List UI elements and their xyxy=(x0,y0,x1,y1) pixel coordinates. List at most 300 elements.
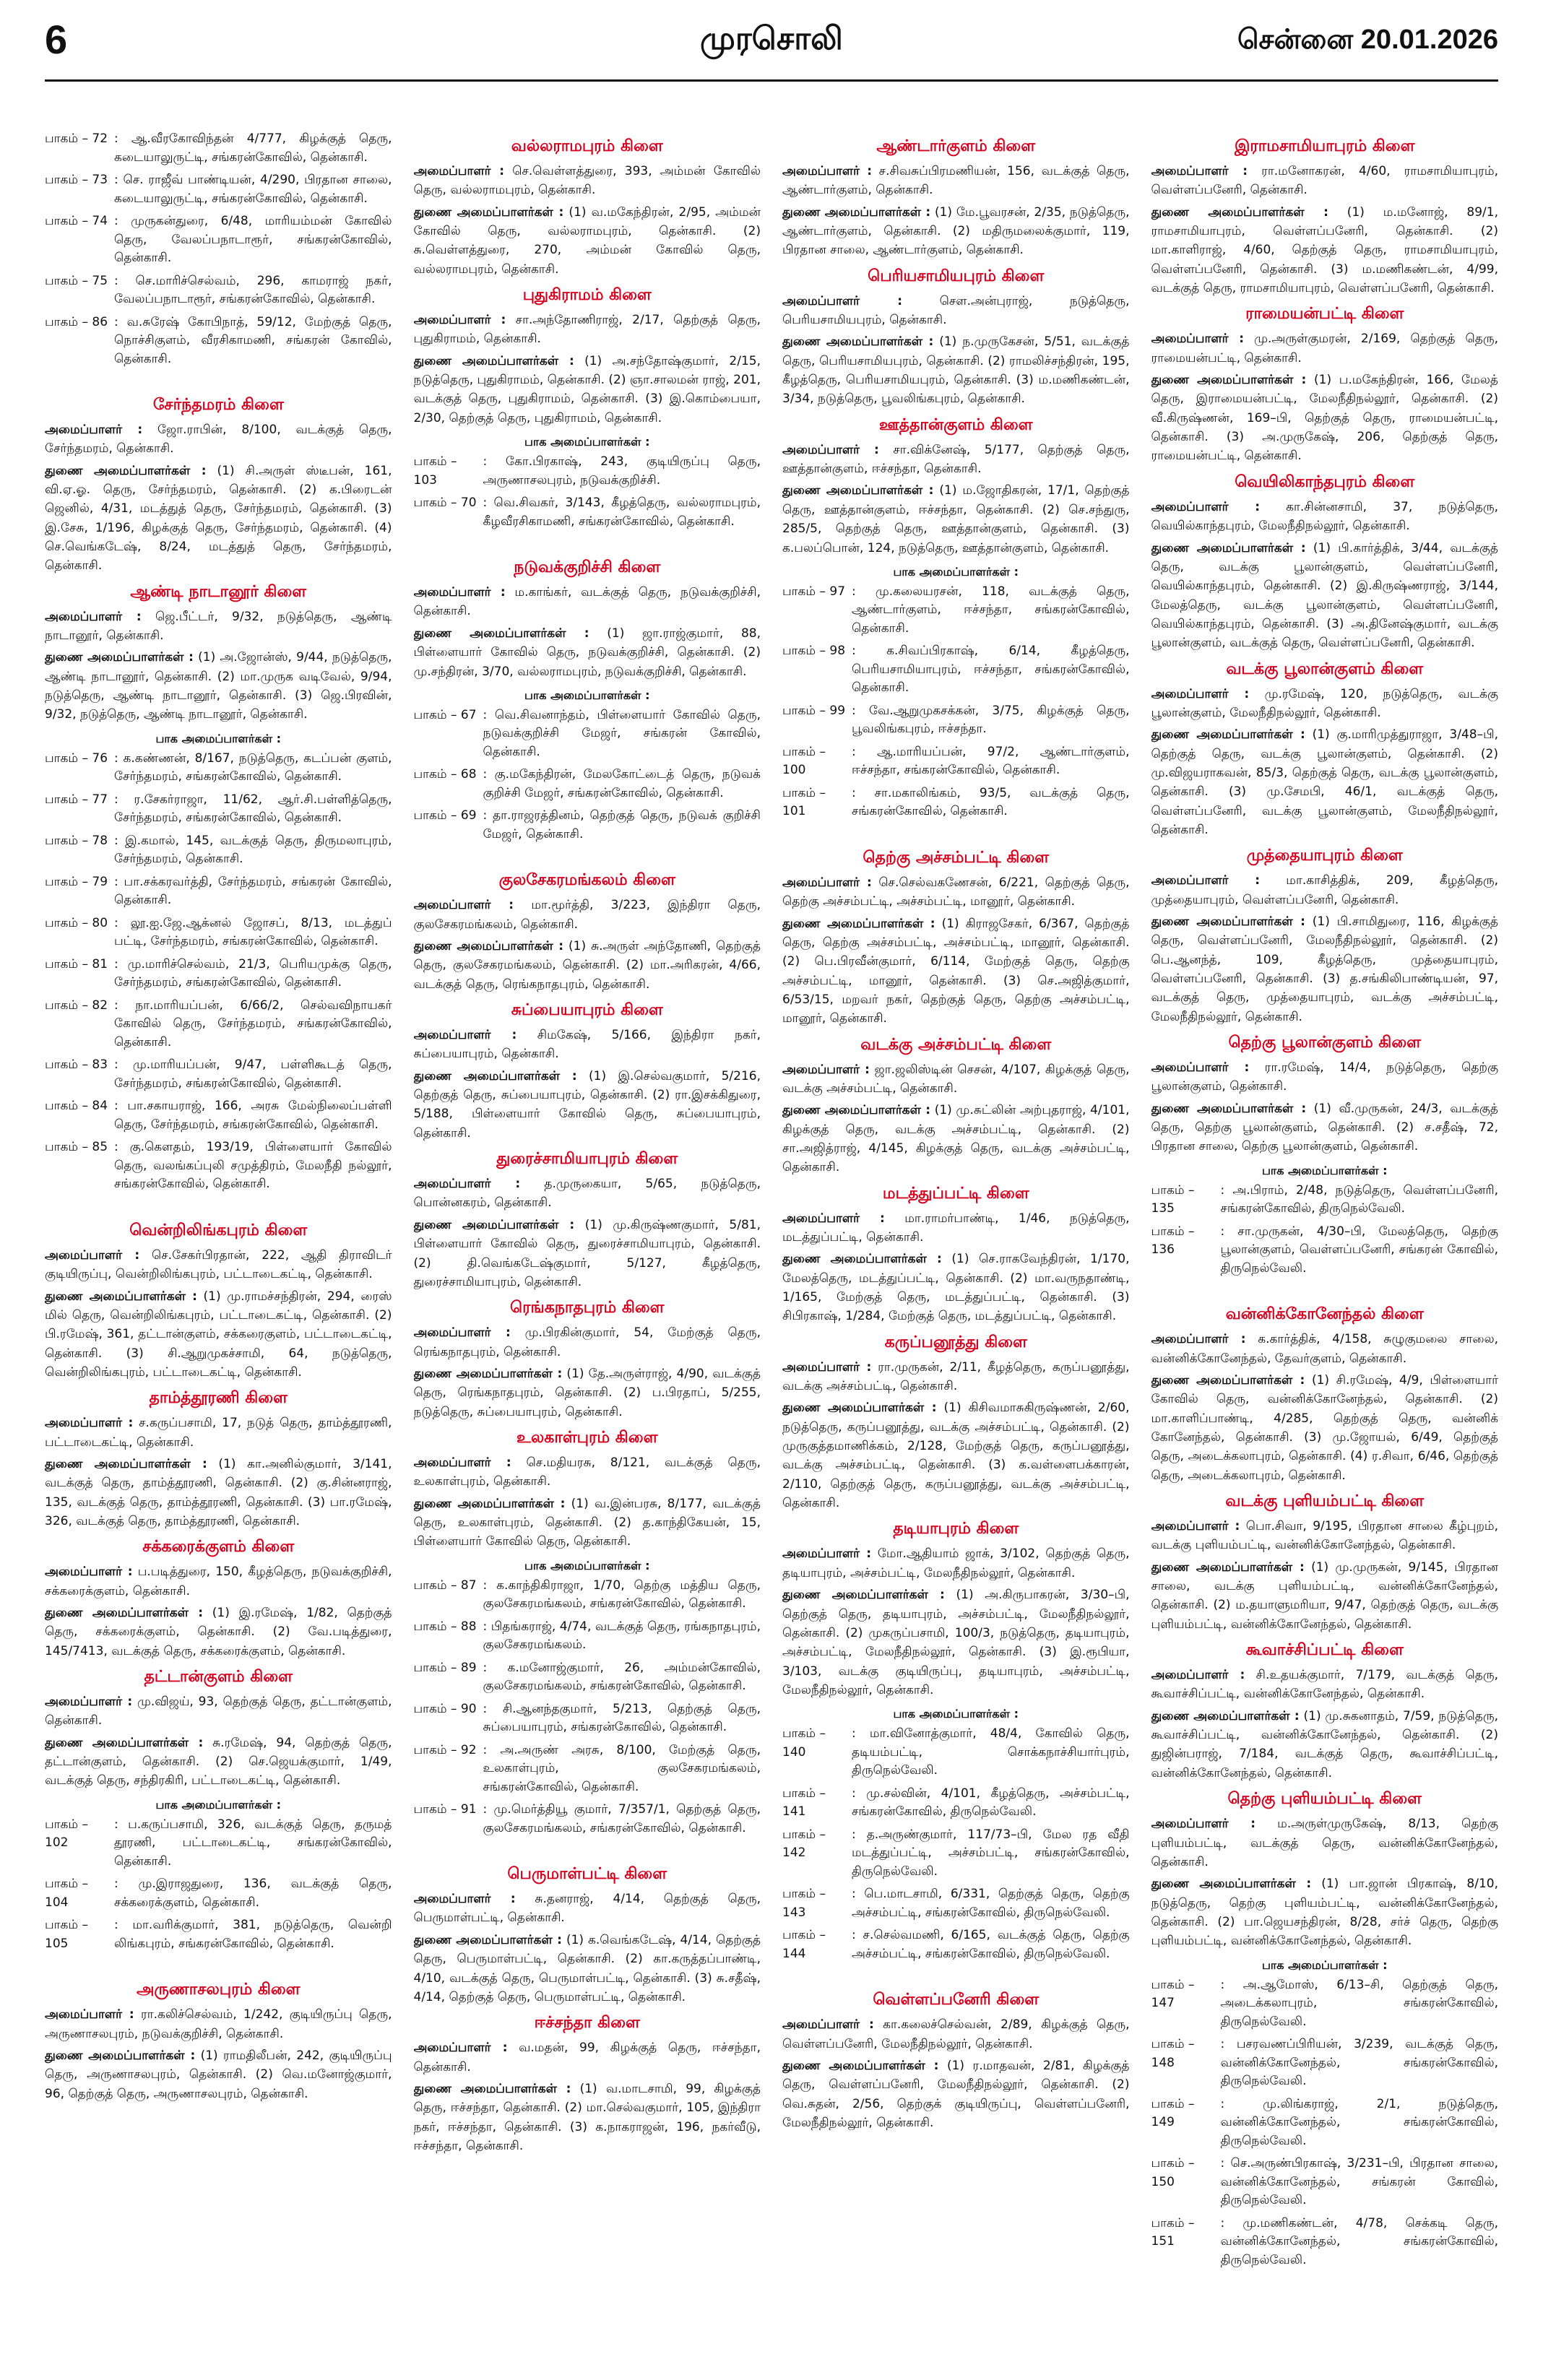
branch-title: வென்றிலிங்கபுரம் கிளை xyxy=(129,1221,308,1239)
role-label: அமைப்பாளர் : xyxy=(1151,873,1261,888)
booth-officer: : மு.கலையரசன், 118, வடக்குத் தெரு, ஆண்டார்குளம், ஈச்சந்தா, சங்கரன்கோவில், தென்காசி. xyxy=(852,584,1130,636)
role-label: அமைப்பாளர் : xyxy=(1151,1668,1245,1683)
booth-number: பாகம் – 100 xyxy=(782,744,826,778)
booth-entry xyxy=(45,1056,392,1093)
booth-officer: : முருகன்துரை, 6/48, மாரியம்மன் கோவில் தெரு, வேலப்பநாடாரூர், சங்கரன்கோவில், தென்காசி. xyxy=(114,214,392,265)
officer-paragraph xyxy=(782,914,1130,1029)
branch-title: இராமசாமியாபுரம் கிளை xyxy=(1235,137,1415,155)
sub-heading: பாக அமைப்பாளர்கள் : xyxy=(1262,1163,1388,1177)
role-label: அமைப்பாளர் : xyxy=(413,313,506,328)
booth-officer: : க.காந்திகிராஜா, 1/70, தெற்கு மத்திய தெரு, குலசேகரமங்கலம், சங்கரன்கோவில், தென்காசி. xyxy=(483,1578,761,1611)
officer-paragraph xyxy=(1151,329,1499,368)
officer-paragraph xyxy=(782,2056,1130,2132)
role-label: துணை அமைப்பாளர்கள் : xyxy=(413,1217,575,1232)
officer-details: பொ.சிவா, 9/195, பிரதான சாலை கீழ்புறம், வடக்கு புளியம்பட்டி, வன்னிக்கோனேந்தல், தென்காசி. xyxy=(1151,1519,1498,1553)
booth-number: பாகம் – 99 xyxy=(782,703,846,718)
officer-paragraph xyxy=(45,607,392,646)
role-label: அமைப்பாளர் : xyxy=(413,2041,508,2056)
officer-details: செ.வெள்ளத்துரை, 393, அம்மன் கோவில் தெரு, வல்லராமபுரம், தென்காசி. xyxy=(413,164,761,198)
branch-title: சேர்ந்தமரம் கிளை xyxy=(152,396,284,414)
officer-paragraph xyxy=(782,1544,1130,1583)
booth-number: பாகம் – 70 xyxy=(413,496,477,511)
role-label: அமைப்பாளர் : xyxy=(1151,686,1250,701)
booth-entry xyxy=(45,791,392,828)
role-label: துணை அமைப்பாளர்கள் : xyxy=(1151,914,1305,929)
booth-officer: : லூ.ஐ.ஜே.ஆக்னல் ஜோசப், 8/13, மடத்துப் பட்டி, சேர்ந்தமரம், சங்கரன்கோவில், தென்காசி. xyxy=(114,915,392,949)
officer-paragraph xyxy=(782,1585,1130,1700)
booth-officer: : பா.சக்கரவர்த்தி, சேர்ந்தமரம், சங்கரன் கோவில், தென்காசி. xyxy=(114,874,392,908)
officer-details: (1) சி.அருள் ஸ்டீபன், 161, வி.ஏ.ஓ. தெரு, சேர்ந்தமரம், தென்காசி. (2) க.பிரைடன் ஜெனில், 4/31, மடத்துத் தெரு, சேர்ந்தமரம், தென்காசி. (3) இ.சேசு, 1/196, கிழக்குத் தெரு, சேர்ந்தமரம், தென்காசி. (4) செ.வெங்கடேஷ், 8/24, மடத்துத் தெரு, சேர்ந்தமரம், தென்காசி. xyxy=(45,463,392,574)
booth-number: பாகம் – 69 xyxy=(413,808,477,823)
branch-title: குலசேகரமங்கலம் கிளை xyxy=(498,871,675,890)
role-label: அமைப்பாளர் : xyxy=(1151,332,1245,347)
officer-paragraph xyxy=(414,203,761,279)
officer-paragraph xyxy=(45,1562,392,1601)
officer-details: ரா.முருகன், 2/11, கீழத்தெரு, கருப்பனூத்து, வடக்கு அச்சம்பட்டி, தென்காசி. xyxy=(782,1359,1130,1394)
booth-entry xyxy=(782,583,1130,639)
booth-number: பாகம் – 79 xyxy=(45,874,108,889)
booth-officer: : த.அருண்குமார், 117/73–பி, மேல ரத வீதி மடத்துப்பட்டி, அச்சம்பட்டி, சங்கரன்கோவில், திருநெல்வேலி. xyxy=(852,1827,1130,1879)
officer-details: வ.மதன், 99, கிழக்குத் தெரு, ஈச்சந்தா, தென்காசி. xyxy=(413,2041,761,2074)
role-label: துணை அமைப்பாளர்கள் : xyxy=(45,1456,207,1471)
branch-title: வெயிலிகாந்தபுரம் கிளை xyxy=(1235,472,1415,491)
role-label: துணை அமைப்பாளர்கள் : xyxy=(1151,1101,1307,1116)
sub-heading: பாக அமைப்பாளர்கள் : xyxy=(1262,1957,1388,1972)
booth-number: பாகம் – 102 xyxy=(45,1817,88,1851)
branch-title: வடக்கு அச்சம்பட்டி கிளை xyxy=(860,1035,1052,1054)
booth-officer: : மு.மெர்த்தியூ குமார், 7/357/1, தெற்குத் தெரு, குலசேகரமங்கலம், சங்கரன்கோவில், தென்காசி. xyxy=(483,1802,761,1835)
booth-officer: : ர.சேகர்ராஜா, 11/62, ஆர்.சி.பள்ளித்தெரு, சேர்ந்தமரம், சங்கரன்கோவில், தென்காசி. xyxy=(114,792,392,826)
officer-details: (1) கிராஜசேகர், 6/367, தெற்குத் தெரு, தெற்கு அச்சம்பட்டி, அச்சம்பட்டி, மானூர், தென்காசி. (2) பெ.பிரவீன்குமார், 6/114, மேற்குத் தெரு, தெற்கு அச்சம்பட்டி, மானூர், தென்காசி. (3) செ.அஜித்குமார், 6/53/15, மறவர் நகர், தெற்குத் தெரு, தெற்கு அச்சம்பட்டி, மானூர், தென்காசி. xyxy=(782,916,1130,1026)
officer-details: மு.பிரகின்குமார், 54, மேற்குத் தெரு, ரெங்கநாதபுரம், தென்காசி. xyxy=(413,1325,761,1359)
booth-entry xyxy=(1151,2155,1499,2210)
booth-entry xyxy=(45,212,392,268)
role-label: துணை அமைப்பாளர்கள் : xyxy=(1151,1559,1305,1575)
officer-details: ம.காங்கர், வடக்குத் தெரு, நடுவக்குறிச்சி, தென்காசி. xyxy=(413,585,761,619)
booth-number: பாகம் – 86 xyxy=(45,314,108,329)
section-gap xyxy=(45,1198,392,1214)
role-label: அமைப்பாளர் : xyxy=(413,585,506,600)
role-label: அமைப்பாளர் : xyxy=(782,1359,872,1375)
officer-paragraph xyxy=(1151,1099,1499,1156)
sub-heading: பாக அமைப்பாளர்கள் : xyxy=(155,731,281,745)
booth-officer: : க.சிவப்பிரகாஷ், 6/14, கீழத்தெரு, பெரியசாமியாபுரம், ஈச்சந்தா, சங்கரன்கோவில், தென்காசி. xyxy=(852,644,1130,696)
officer-paragraph xyxy=(45,420,392,459)
booth-entry xyxy=(782,702,1130,739)
officer-details: ஜா.ஜலிஸ்டின் செசன், 4/107, கிழக்குத் தெரு, வடக்கு அச்சம்பட்டி, தென்காசி. xyxy=(782,1062,1130,1096)
sub-heading: பாக அமைப்பாளர்கள் : xyxy=(155,1797,281,1812)
role-label: அமைப்பாளர் : xyxy=(413,898,514,913)
booth-entry xyxy=(45,313,392,369)
booth-entry xyxy=(782,1826,1130,1882)
officer-paragraph xyxy=(45,1455,392,1531)
booth-officer: : பசரவணப்பிரியன், 3/239, வடக்குத் தெரு, வன்னிக்கோனேந்தல், சங்கரன்கோவில், திருநெல்வேலி. xyxy=(1220,2037,1498,2089)
booth-entry xyxy=(45,997,392,1052)
booth-officer: : ஆ.வீரகோவிந்தன் 4/777, கிழக்குத் தெரு, கடையாலுருட்டி, சங்கரன்கோவில், தென்காசி. xyxy=(114,131,392,165)
role-label: துணை அமைப்பாளர்கள் : xyxy=(782,1401,937,1416)
officer-details: (1) வ.இன்பரசு, 8/177, வடக்குத் தெரு, உலகாள்புரம், தென்காசி. (2) த.காந்திகேயன், 15, பிள்ளையார் கோவில் தெரு, தென்காசி. xyxy=(413,1496,761,1549)
officer-details: செ.மதியரசு, 8/121, வடக்குத் தெரு, உலகாள்புரம், தென்காசி. xyxy=(413,1455,761,1489)
booth-officer: : இ.கமால், 145, வடக்குத் தெரு, திருமலாபுரம், சேர்ந்தமரம், தென்காசி. xyxy=(114,833,392,867)
officer-paragraph xyxy=(414,937,761,994)
role-label: துணை அமைப்பாளர்கள் : xyxy=(782,1103,931,1118)
branch-title: முத்தையாபுரம் கிளை xyxy=(1246,847,1403,865)
booth-number: பாகம் – 87 xyxy=(413,1578,477,1593)
section-gap xyxy=(782,1968,1130,1983)
booth-number: பாகம் – 72 xyxy=(45,131,108,146)
booth-number: பாகம் – 148 xyxy=(1151,2037,1195,2070)
officer-paragraph xyxy=(1151,912,1499,1026)
page-number: 6 xyxy=(45,17,68,62)
booth-officer: : கு.மகேந்திரன், மேலகோட்டைத் தெரு, நடுவக் குறிச்சி மேஜர், சங்கரன்கோவில், தென்காசி. xyxy=(483,767,761,800)
booth-number: பாகம் – 142 xyxy=(782,1827,826,1861)
booth-number: பாகம் – 88 xyxy=(413,1619,477,1634)
role-label: துணை அமைப்பாளர்கள் : xyxy=(413,1932,562,1947)
role-label: துணை அமைப்பாளர்கள் : xyxy=(45,1735,204,1750)
branch-title: வடக்கு புளியம்பட்டி கிளை xyxy=(1225,1492,1425,1511)
section-gap xyxy=(414,1842,761,1858)
booth-number: பாகம் – 103 xyxy=(413,454,457,488)
booth-number: பாகம் – 74 xyxy=(45,214,108,228)
booth-number: பாகம் – 144 xyxy=(782,1928,826,1961)
role-label: துணை அமைப்பாளர்கள் : xyxy=(1151,1708,1300,1723)
role-label: துணை அமைப்பாளர்கள் : xyxy=(782,483,934,498)
booth-number: பாகம் – 141 xyxy=(782,1786,826,1819)
officer-details: (1) ம.ஜோதிகரன், 17/1, தெற்குத் தெரு, ஊத்தான்குளம், ஈச்சந்தா, தென்காசி. (2) செ.சந்துரு, 285/5, தெற்குத் தெரு, ஊத்தான்குளம், தென்காசி. (3) க.பலப்பொன், 124, நடுத்தெரு, ஊத்தான்குளம், தென்காசி. xyxy=(782,483,1130,555)
role-label: துணை அமைப்பாளர்கள் : xyxy=(1151,1877,1312,1892)
officer-details: மா.ராமர்பாண்டி, 1/46, நடுத்தெரு, மடத்துப்பட்டி, தென்காசி. xyxy=(782,1211,1130,1245)
role-label: அமைப்பாளர் : xyxy=(45,609,142,624)
branch-title: தட்டான்குளம் கிளை xyxy=(144,1668,293,1686)
column-3 xyxy=(782,130,1130,2351)
booth-entry xyxy=(45,914,392,951)
article-columns xyxy=(45,130,1498,2351)
officer-paragraph xyxy=(45,1692,392,1731)
booth-entry xyxy=(414,706,761,762)
branch-title: மடத்துப்பட்டி கிளை xyxy=(882,1184,1029,1203)
booth-officer: : க.கண்ணன், 8/167, நடுத்தெரு, கடப்பன் குளம், சேர்ந்தமரம், சங்கரன்கோவில், தென்காசி. xyxy=(114,750,392,784)
officer-paragraph xyxy=(414,162,761,200)
officer-paragraph xyxy=(782,162,1130,200)
role-label: அமைப்பாளர் : xyxy=(782,164,873,178)
officer-details: (1) ராமதிலீபன், 242, குடியிருப்பு தெரு, அருணாசலபுரம், தென்காசி. (2) வெ.மனோஜ்குமார், 96, தெற்குத் தெரு, அருணாசலபுரம், தென்காசி. xyxy=(45,2048,392,2101)
booth-entry xyxy=(414,1801,761,1838)
branch-title: ராமையன்பட்டி கிளை xyxy=(1245,305,1404,324)
booth-officer: : வே.ஆறுமுகசக்கன், 3/75, கிழக்குத் தெரு, பூவலிங்கபுரம், ஈச்சந்தா. xyxy=(852,703,1130,737)
booth-number: பாகம் – 105 xyxy=(45,1918,88,1951)
branch-title: வெள்ளப்பனேரி கிளை xyxy=(873,1991,1040,2009)
column-4 xyxy=(1151,130,1499,2351)
officer-details: (1) மு.முருகன், 9/145, பிரதான சாலை, வடக்கு புளியம்பட்டி, வன்னிக்கோனேந்தல், தென்காசி. (2) ம.தயாளுமரியா, 9/47, தெற்குத் தெரு, வடக்கு புளியம்பட்டி, வன்னிக்கோனேந்தல், தென்காசி. xyxy=(1151,1559,1498,1632)
booth-number: பாகம் – 78 xyxy=(45,833,108,848)
officer-details: ப.படித்துரை, 150, கீழத்தெரு, நடுவக்குறிச்சி, சக்கரைக்குளம், தென்காசி. xyxy=(45,1565,392,1598)
role-label: துணை அமைப்பாளர்கள் : xyxy=(45,2048,196,2063)
officer-paragraph xyxy=(1151,725,1499,839)
date-line: சென்னை 20.01.2026 xyxy=(1237,25,1498,55)
booth-number: பாகம் – 83 xyxy=(45,1057,108,1073)
booth-number: பாகம் – 135 xyxy=(1151,1182,1195,1216)
booth-officer: : நா.மாரியப்பன், 6/66/2, செல்வவிநாயகர் கோவில் தெரு, சேர்ந்தமரம், சங்கரன்கோவில், தென்காசி. xyxy=(114,998,392,1050)
booth-officer: : வெ.சிவனாந்தம், பிள்ளையார் கோவில் தெரு, நடுவக்குறிச்சி மேஜர், சங்கரன் கோவில், தென்காசி. xyxy=(483,707,761,759)
officer-details: (1) ப.மகேந்திரன், 166, மேலத் தெரு, இராமையன்பட்டி, மேலநீதிநல்லூர், தென்காசி. (2) வீ.கிருஷ்ணன், 169–பி, தெற்குத் தெரு, ராமையன்பட்டி, தென்காசி. (3) அ.முருகேஷ், 206, தெற்குத் தெரு, ராமையன்பட்டி, தென்காசி. xyxy=(1151,373,1498,464)
role-label: அமைப்பாளர் : xyxy=(782,442,879,457)
masthead xyxy=(45,0,1498,82)
booth-entry xyxy=(414,494,761,531)
branch-title: ஈச்சந்தா கிளை xyxy=(534,2014,640,2033)
officer-paragraph xyxy=(1151,1814,1499,1871)
role-label: துணை அமைப்பாளர்கள் : xyxy=(413,626,589,641)
role-label: துணை அமைப்பாளர்கள் : xyxy=(413,204,564,220)
sub-heading: பாக அமைப்பாளர்கள் : xyxy=(893,1707,1019,1721)
role-label: துணை அமைப்பாளர்கள் : xyxy=(1151,204,1328,220)
booth-entry xyxy=(1151,2215,1499,2270)
role-label: துணை அமைப்பாளர்கள் : xyxy=(413,1068,577,1083)
role-label: அமைப்பாளர் : xyxy=(413,1892,516,1907)
booth-entry xyxy=(45,130,392,167)
officer-details: ஜெ.பீட்டர், 9/32, நடுத்தெரு, ஆண்டி நாடானூர், தென்காசி. xyxy=(45,609,392,644)
booth-entry xyxy=(782,784,1130,821)
officer-paragraph xyxy=(414,1364,761,1421)
officer-details: (1) க.வெங்கடேஷ், 4/14, தெற்குத் தெரு, பெருமாள்பட்டி, தென்காசி. (2) கா.கருத்தப்பாண்டி, 4/10, வடக்குத் தெரு, பெருமாள்பட்டி, தென்காசி. (3) சு.சதீஷ், 4/14, தெற்குத் தெரு, பெருமாள்பட்டி, தென்காசி. xyxy=(413,1932,761,2004)
booth-officer: : அ.பிராம், 2/48, நடுத்தெரு, வெள்ளப்பனேரி, சங்கரன்கோவில், திருநெல்வேலி. xyxy=(1220,1182,1498,1216)
role-label: துணை அமைப்பாளர்கள் : xyxy=(413,939,564,954)
booth-number: பாகம் – 147 xyxy=(1151,1977,1195,2011)
booth-officer: : அ.ஆமோஸ், 6/13–சி, தெற்குத் தெரு, அடைக்கலாபுரம், சங்கரன்கோவில், திருநெல்வேலி. xyxy=(1220,1977,1498,2029)
officer-paragraph xyxy=(45,1287,392,1382)
role-label: அமைப்பாளர் : xyxy=(413,1177,521,1192)
officer-paragraph xyxy=(782,1209,1130,1247)
booth-entry xyxy=(1151,2035,1499,2091)
booth-officer: : மு.மணிகண்டன், 4/78, செக்கடி தெரு, வன்னிக்கோனேந்தல், சங்கரன்கோவில், திருநெல்வேலி. xyxy=(1220,2215,1498,2267)
officer-paragraph xyxy=(1151,1058,1499,1096)
officer-details: மு.விஜய், 93, தெற்குத் தெரு, தட்டான்குளம், தென்காசி. xyxy=(45,1695,392,1728)
booth-officer: : செ.அருண்பிரகாஷ், 3/231–பி, பிரதான சாலை, வன்னிக்கோனேந்தல், சங்கரன் கோவில், திருநெல்வேலி. xyxy=(1220,2156,1498,2208)
officer-paragraph xyxy=(414,1067,761,1143)
role-label: அமைப்பாளர் : xyxy=(1151,1519,1240,1534)
officer-details: ரா.கலிச்செல்வம், 1/242, குடியிருப்பு தெரு, அருணாசலபுரம், நடுவக்குறிச்சி, தென்காசி. xyxy=(45,2007,392,2041)
role-label: அமைப்பாளர் : xyxy=(782,2017,874,2033)
officer-details: (1) இ.ரமேஷ், 1/82, தெற்குத் தெரு, சக்கரைக்குளம், தென்காசி. (2) வே.படித்துரை, 145/7413, வடக்குத் தெரு, சக்கரைக்குளம், தென்காசி. xyxy=(45,1605,392,1658)
booth-entry xyxy=(1151,2095,1499,2151)
sub-heading: பாக அமைப்பாளர்கள் : xyxy=(524,1558,650,1572)
booth-number: பாகம் – 90 xyxy=(413,1701,477,1716)
booth-entry xyxy=(414,1618,761,1655)
booth-number: பாகம் – 82 xyxy=(45,998,108,1013)
role-label: அமைப்பாளர் : xyxy=(413,1028,517,1043)
booth-entry xyxy=(414,1741,761,1797)
officer-paragraph xyxy=(1151,162,1499,200)
booth-entry xyxy=(782,1926,1130,1963)
booth-entry xyxy=(782,743,1130,780)
booth-officer: : வ.சுரேஷ் கோபிநாத், 59/12, மேற்குத் தெரு, நொச்சிகுளம், வீரசிகாமணி, சங்கரன் கோவில், தென்காசி. xyxy=(114,314,392,366)
booth-officer: : மு.லிங்கராஜ், 2/1, நடுத்தெரு, வன்னிக்கோனேந்தல், சங்கரன்கோவில், திருநெல்வேலி. xyxy=(1220,2096,1498,2148)
officer-paragraph xyxy=(45,462,392,576)
officer-details: (1) கு.மாரிமுத்துராஜா, 3/48–பி, தெற்குத் தெரு, வடக்கு பூலான்குளம், தென்காசி. (2) மு.விஜயராகவன், 85/3, தெற்குத் தெரு, வடக்கு பூலான்குளம், தென்காசி. (3) மு.சேமபி, 46/1, வடக்குத் தெரு, வெள்ளப்பனேரி, வடக்கு பூலான்குளம், மேலநீதிநல்லூர், தென்காசி. xyxy=(1151,727,1498,837)
officer-details: (1) பி.கார்த்திக், 3/44, வடக்குத் தெரு, வடக்கு பூலான்குளம், வெள்ளப்பனேரி, வெயில்காந்தபுரம், தென்காசி. (2) இ.கிருஷ்ணராஜ், 3/144, மேலத்தெரு, வடக்கு பூலான்குளம், வெள்ளப்பனேரி, வெயில்காந்தபுரம், தென்காசி. (3) அ.தினேஷ்குமார், வடக்கு பூலான்குளம், வடக்குத் தெரு, வெள்ளப்பனேரி, தென்காசி. xyxy=(1151,540,1498,651)
booth-number: பாகம் – 76 xyxy=(45,750,108,766)
booth-entry xyxy=(45,171,392,208)
officer-details: (1) வ.மகேந்திரன், 2/95, அம்மன் கோவில் தெரு, வல்லராமபுரம், தென்காசி. (2) சு.வெள்ளத்துரை, 270, அம்மன் கோவில் தெரு, வல்லராமபுரம், தென்காசி. xyxy=(413,204,761,277)
booth-number: பாகம் – 91 xyxy=(413,1802,477,1817)
officer-details: (1) மு.சுகனாதம், 7/59, நடுத்தெரு, கூவாச்சிப்பட்டி, வன்னிக்கோனேந்தல், தென்காசி. (2) துஜின்பராஜ், 7/184, வடக்குத் தெரு, கூவாச்சிப்பட்டி, வன்னிக்கோனேந்தல், தென்காசி. xyxy=(1151,1708,1498,1780)
officer-paragraph xyxy=(414,1494,761,1552)
sub-heading: பாக அமைப்பாளர்கள் : xyxy=(524,688,650,702)
officer-details: செள.அன்புராஜ், நடுத்தெரு, பெரியசாமியபுரம், தென்காசி. xyxy=(782,293,1130,328)
role-label: துணை அமைப்பாளர்கள் : xyxy=(45,1289,197,1304)
booth-officer: : செ.மாரிச்செல்வம், 296, காமராஜ் நகர், வேலப்பநாடாரூர், சங்கரன்கோவில், தென்காசி. xyxy=(114,273,392,306)
branch-title: தடியாபுரம் கிளை xyxy=(893,1520,1019,1539)
officer-details: (1) மு.சுட்லின் அற்புதராஜ், 4/101, கிழக்குத் தெரு, வடக்கு அச்சம்பட்டி, தென்காசி. (2) சா.அஜித்ராஜ், 4/145, கிழக்குத் தெரு, வடக்கு அச்சம்பட்டி, தென்காசி. xyxy=(782,1103,1130,1175)
booth-officer: : கு.கௌதம், 193/19, பிள்ளையார் கோவில் தெரு, வலங்கப்புலி சமுத்திரம், மேலநீதி நல்லூர், சங்கரன்கோவில், தென்காசி. xyxy=(114,1140,392,1192)
branch-title: வல்லராமபுரம் கிளை xyxy=(511,137,663,155)
role-label: துணை அமைப்பாளர்கள் : xyxy=(413,353,574,368)
booth-officer: : மு.சல்வின், 4/101, கீழத்தெரு, அச்சம்பட்டி, சங்கரன்கோவில், திருநெல்வேலி. xyxy=(852,1786,1130,1819)
booth-officer: : மு.மாரியப்பன், 9/47, பள்ளிகூடத் தெரு, சேர்ந்தமரம், சங்கரன்கோவில், தென்காசி. xyxy=(114,1057,392,1091)
officer-details: (1) அ.கிருபாகரன், 3/30–பி, தெற்குத் தெரு, தடியாபுரம், அச்சம்பட்டி, மேலநீதிநல்லூர், தென்காசி. (2) முகருப்பசாமி, 100/3, நடுத்தெரு, தடியாபுரம், அச்சம்பட்டி, மேலநீதிநல்லூர், தென்காசி. (3) இ.ரூபியா, 3/103, வடக்கு குடியிருப்பு, தடியாபுரம், அச்சம்பட்டி, மேலநீதிநல்லூர், தென்காசி. xyxy=(782,1588,1130,1697)
booth-number: பாகம் – 92 xyxy=(413,1742,477,1757)
booth-officer: : க.மனோஜ்குமார், 26, அம்மன்கோவில், குலசேகரமங்கலம், சங்கரன்கோவில், தென்காசி. xyxy=(483,1660,761,1694)
role-label: அமைப்பாளர் : xyxy=(1151,164,1248,178)
role-label: அமைப்பாளர் : xyxy=(45,1695,133,1709)
officer-details: (1) வீ.முருகன், 24/3, வடக்குத் தெரு, தெற்கு பூலான்குளம், தென்காசி. (2) ச.சதீஷ், 72, பிரதான சாலை, தெற்கு பூலான்குளம், தென்காசி. xyxy=(1151,1101,1498,1154)
booth-number: பாகம் – 73 xyxy=(45,173,108,187)
officer-details: சா.விக்னேஷ், 5/177, தெற்குத் தெரு, ஊத்தான்குளம், ஈச்சந்தா, தென்காசி. xyxy=(782,442,1130,477)
booth-officer: : சி.ஆனந்தகுமார், 5/213, தெற்குத் தெரு, சுப்பையாபுரம், சங்கரன்கோவில், தென்காசி. xyxy=(483,1701,761,1735)
booth-officer: : அ.அருண் அரசு, 8/100, மேற்குத் தெரு, உலகாள்புரம், குலசேகரமங்கலம், சங்கரன்கோவில், தென்காசி. xyxy=(483,1742,761,1794)
role-label: துணை அமைப்பாளர்கள் : xyxy=(413,1496,566,1511)
role-label: துணை அமைப்பாளர்கள் : xyxy=(45,650,194,665)
booth-entry xyxy=(1151,1182,1499,1219)
officer-details: மு.ரமேஷ், 120, நடுத்தெரு, வடக்கு பூலான்குளம், மேலநீதிநல்லூர், தென்காசி. xyxy=(1151,686,1498,720)
role-label: துணை அமைப்பாளர்கள் : xyxy=(413,1366,563,1381)
booth-officer: : மு.இராஜதுரை, 136, வடக்குத் தெரு, சக்கரைக்குளம், தென்காசி. xyxy=(114,1877,392,1910)
role-label: துணை அமைப்பாளர்கள் : xyxy=(1151,1372,1305,1388)
booth-entry xyxy=(1151,1976,1499,2032)
officer-paragraph xyxy=(1151,1707,1499,1783)
booth-number: பாகம் – 104 xyxy=(45,1877,88,1910)
officer-paragraph xyxy=(782,481,1130,557)
officer-details: ரா.மனோகரன், 4/60, ராமசாமியாபுரம், வெள்ளப்பனேரி, தென்காசி. xyxy=(1151,164,1498,198)
officer-details: (1) சி.ரமேஷ், 4/9, பிள்ளையார் கோவில் தெரு, வன்னிக்கோனேந்தல், தென்காசி. (2) மா.காளிப்பாண்டி, 4/285, தெற்குத் தெரு, வன்னிக் கோனேந்தல், தென்காசி. (3) மு.ஜோயல், 6/49, தெற்குத் தெரு, அடைக்கலாபுரம், தென்காசி. (4) ர.சிவா, 6/46, தெற்குத் தெரு, அடைக்கலாபுரம், தென்காசி. xyxy=(1151,1372,1498,1483)
branch-title: பெரியசாமியபுரம் கிளை xyxy=(868,267,1045,285)
role-label: அமைப்பாளர் : xyxy=(1151,1332,1246,1347)
officer-paragraph xyxy=(782,332,1130,408)
officer-paragraph xyxy=(782,292,1130,330)
booth-number: பாகம் – 81 xyxy=(45,956,108,972)
officer-paragraph xyxy=(45,1246,392,1284)
officer-paragraph xyxy=(414,2038,761,2077)
role-label: துணை அமைப்பாளர்கள் : xyxy=(782,204,931,220)
role-label: அமைப்பாளர் : xyxy=(45,2007,134,2022)
role-label: துணை அமைப்பாளர்கள் : xyxy=(782,916,935,931)
officer-paragraph xyxy=(1151,371,1499,466)
booth-officer: : ப.கருப்பசாமி, 326, வடக்குத் தெரு, தருமத் தூரணி, பட்டாடைகட்டி, சங்கரன்கோவில், தென்காசி. xyxy=(114,1817,392,1869)
officer-paragraph xyxy=(1151,685,1499,723)
officer-details: (1) கிசிவமாசுகிருஷ்ணன், 2/60, நடுத்தெரு, கருப்பனூத்து, வடக்கு அச்சம்பட்டி, தென்காசி. (2) முருகுத்தமாணிக்கம், 2/128, மேற்குத் தெரு, கருப்பனூத்து, வடக்கு அச்சம்பட்டி, தென்காசி. (3) க.வள்ளைபக்காரன், 2/110, தெற்குத் தெரு, கருப்பனூத்து, வடக்கு அச்சம்பட்டி, தென்காசி. xyxy=(782,1401,1130,1511)
booth-officer: : சா.முருகன், 4/30–பி, மேலத்தெரு, தெற்கு பூலான்குளம், வெள்ளப்பனேரி, சங்கரன் கோவில், திருநெல்வேலி. xyxy=(1220,1224,1498,1276)
sub-heading: பாக அமைப்பாளர்கள் : xyxy=(524,435,650,449)
officer-paragraph xyxy=(45,1734,392,1791)
officer-details: ச.சிவசுப்பிரமணியன், 156, வடக்குத் தெரு, ஆண்டார்குளம், தென்காசி. xyxy=(782,164,1130,198)
officer-details: ஜோ.ராபின், 8/100, வடக்குத் தெரு, சேர்ந்தமரம், தென்காசி. xyxy=(45,423,392,456)
role-label: அமைப்பாளர் : xyxy=(782,293,902,308)
sub-heading: பாக அமைப்பாளர்கள் : xyxy=(893,564,1019,579)
role-label: அமைப்பாளர் : xyxy=(45,1416,134,1431)
booth-number: பாகம் – 151 xyxy=(1151,2215,1195,2249)
officer-paragraph xyxy=(414,2080,761,2155)
role-label: அமைப்பாளர் : xyxy=(413,1455,511,1470)
officer-details: (1) பா.ஜான் பிரகாஷ், 8/10, நடுத்தெரு, தெற்கு புளியம்பட்டி, வன்னிக்கோனேந்தல், தென்காசி. (2) பா.ஜெயசந்திரன், 8/28, சர்ச் தெரு, தெற்கு புளியம்பட்டி, வன்னிக்கோனேந்தல், தென்காசி. xyxy=(1151,1877,1498,1949)
officer-details: (1) கா.அனில்குமார், 3/141, வடக்குத் தெரு, தாம்த்தூரணி, தென்காசி. (2) கு.சின்னராஜ், 135, வடக்குத் தெரு, தாம்த்தூரணி, தென்காசி. (3) பா.ரமேஷ், 326, வடக்குத் தெரு, தாம்த்தூரணி, தென்காசி. xyxy=(45,1456,392,1528)
officer-details: (1) தே.அருள்ராஜ், 4/90, வடக்குத் தெரு, ரெங்கநாதபுரம், தென்காசி. (2) ப.பிரதாப், 5/255, நடுத்தெரு, சுப்பையாபுரம், தென்காசி. xyxy=(413,1366,761,1419)
officer-details: செ.செல்வகணேசன், 6/221, தெற்குத் தெரு, தெற்கு அச்சம்பட்டி, அச்சம்பட்டி, மானூர், தென்காசி. xyxy=(782,875,1130,909)
booth-officer: : மா.வரிக்குமார், 381, நடுத்தெரு, வென்றி லிங்கபுரம், சங்கரன்கோவில், தென்காசி. xyxy=(114,1918,392,1951)
officer-paragraph xyxy=(782,1358,1130,1396)
officer-details: மு.அருள்குமரன், 2/169, தெற்குத் தெரு, ராமையன்பட்டி, தென்காசி. xyxy=(1151,332,1498,365)
role-label: துணை அமைப்பாளர்கள் : xyxy=(782,1588,945,1603)
booth-number: பாகம் – 85 xyxy=(45,1140,108,1155)
officer-details: (1) செ.ராகவேந்திரன், 1/170, மேலத்தெரு, மடத்துப்பட்டி, தென்காசி. (2) மா.வருநதாண்டி, 1/165, மேற்குத் தெரு, மடத்துப்பட்டி, தென்காசி. (3) சிபிரகாஷ், 1/284, மேற்குத் தெரு, மடத்துப்பட்டி, தென்காசி. xyxy=(782,1252,1130,1324)
booth-officer: : வெ.சிவகர், 3/143, கீழத்தெரு, வல்லராமபுரம், கீழவீரசிகாமணி, சங்கரன்கோவில், தென்காசி. xyxy=(483,496,761,529)
branch-title: வடக்கு பூலான்குளம் கிளை xyxy=(1226,659,1424,678)
officer-paragraph xyxy=(414,1890,761,1928)
booth-entry xyxy=(45,750,392,787)
booth-entry xyxy=(414,1659,761,1696)
role-label: அமைப்பாளர் : xyxy=(1151,1060,1250,1076)
officer-details: (1) ந.முருகேசன், 5/51, வடக்குத் தெரு, பெரியசாமியபுரம், தென்காசி. (2) ராமலிச்சந்திரன், 195, கீழத்தெரு, பெரியசாமியபுரம், தென்காசி. (3) ம.மணிகண்டன், 3/34, நடுத்தெரு, பூவலிங்கபுரம், தென்காசி. xyxy=(782,334,1130,407)
booth-number: பாகம் – 101 xyxy=(782,785,826,819)
officer-paragraph xyxy=(1151,1666,1499,1704)
booth-number: பாகம் – 98 xyxy=(782,644,846,659)
officer-paragraph xyxy=(782,203,1130,260)
officer-paragraph xyxy=(782,1398,1130,1513)
role-label: அமைப்பாளர் : xyxy=(413,164,505,178)
booth-entry xyxy=(414,1700,761,1737)
booth-number: பாகம் – 67 xyxy=(413,707,477,722)
booth-entry xyxy=(1151,1223,1499,1278)
role-label: அமைப்பாளர் : xyxy=(1151,1817,1256,1832)
branch-title: உலகாள்புரம் கிளை xyxy=(517,1428,658,1447)
officer-paragraph xyxy=(414,896,761,934)
officer-details: (1) அ.ஜோன்ஸ், 9/44, நடுத்தெரு, ஆண்டி நாடானூர், தென்காசி. (2) மா.முருக வடிவேல், 9/94, நடுத்தெரு, ஆண்டி நாடானூர், தென்காசி. (3) ஜெ.பிரவின், 9/32, நடுத்தெரு, ஆண்டி நாடானூர், தென்காசி. xyxy=(45,650,392,722)
officer-details: மா.காசித்திக், 209, கீழத்தெரு, முத்தையாபுரம், வெள்ளப்பனேரி, தென்காசி. xyxy=(1151,873,1498,907)
role-label: அமைப்பாளர் : xyxy=(782,1062,870,1077)
officer-paragraph xyxy=(1151,1330,1499,1368)
newspaper-name: முரசொலி xyxy=(700,20,843,57)
booth-number: பாகம் – 136 xyxy=(1151,1224,1195,1258)
officer-details: ம.அருள்முருகேஷ், 8/13, தெற்கு புளியம்பட்டி, வடக்குத் தெரு, வன்னிக்கோனேந்தல், தென்காசி. xyxy=(1151,1817,1498,1869)
officer-paragraph xyxy=(414,352,761,428)
column-2 xyxy=(414,130,761,2351)
booth-entry xyxy=(45,272,392,309)
booth-entry xyxy=(45,1875,392,1912)
officer-details: மா.மூர்த்தி, 3/223, இந்திரா தெரு, குலசேகரமங்கலம், தென்காசி. xyxy=(413,898,761,932)
booth-entry xyxy=(782,642,1130,698)
officer-paragraph xyxy=(1151,1558,1499,1634)
role-label: துணை அமைப்பாளர்கள் : xyxy=(1151,540,1306,555)
booth-officer: : பிதங்கராஜ், 4/74, வடக்குத் தெரு, ரங்கநாதபுரம், குலசேகரமங்கலம். xyxy=(483,1619,761,1653)
branch-title: வன்னிக்கோனேந்தல் கிளை xyxy=(1225,1305,1424,1324)
branch-title: கூவாச்சிப்பட்டி கிளை xyxy=(1245,1641,1404,1660)
booth-entry xyxy=(782,1725,1130,1780)
officer-details: (1) ர.மாதவன், 2/81, கிழக்குத் தெரு, வெள்ளப்பனேரி, மேலநீதிநல்லூர், தென்காசி. (2) வெ.சுதன், 2/56, தெற்குக் குடியிருப்பு, வெள்ளப்பனேரி, மேலநீதிநல்லூர், தென்காசி. xyxy=(782,2058,1130,2130)
role-label: துணை அமைப்பாளர்கள் : xyxy=(45,1605,204,1620)
booth-officer: : செ. ராஜீவ் பாண்டியன், 4/290, பிரதான சாலை, கடையாலுருட்டி, சங்கரன்கோவில், தென்காசி. xyxy=(114,173,392,206)
officer-details: சி.உதயக்குமார், 7/179, வடக்குத் தெரு, கூவாச்சிப்பட்டி, வன்னிக்கோனேந்தல், தென்காசி. xyxy=(1151,1668,1498,1702)
officer-details: (1) இ.செல்வகுமார், 5/216, தெற்குத் தெரு, சுப்பையாபுரம், தென்காசி. (2) ரா.இசக்கிதுரை, 5/188, பிள்ளையார் கோவில் தெரு, சுப்பையாபுரம், தென்காசி. xyxy=(413,1068,761,1141)
booth-entry xyxy=(782,1785,1130,1822)
officer-details: (1) மு.ராமச்சந்திரன், 294, ரைஸ் மில் தெரு, வென்றிலிங்கபுரம், பட்டாடைகட்டி, தென்காசி. (2) பி.ரமேஷ், 361, தட்டான்குளம், சக்கரைகுளம், பட்டாடைகட்டி, தென்காசி. (3) சி.ஆறுமுகச்சாமி, 64, நடுத்தெரு, வென்றிலிங்கபுரம், பட்டாடைகட்டி, தென்காசி. xyxy=(45,1289,392,1380)
